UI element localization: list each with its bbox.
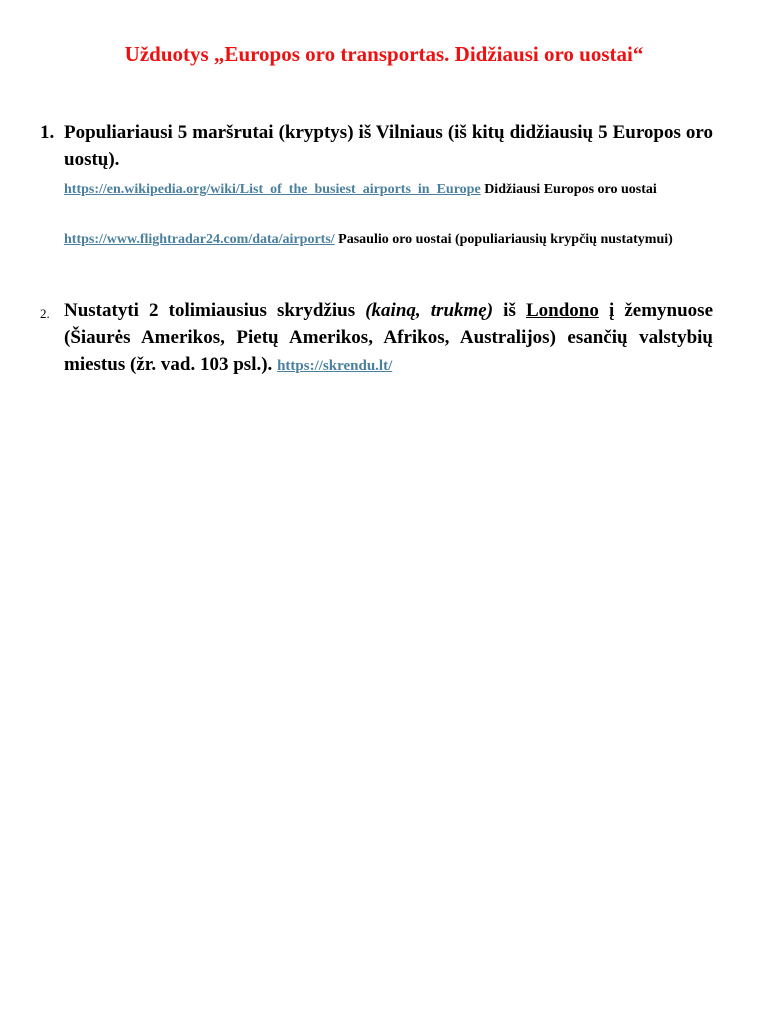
- flightradar-link[interactable]: https://www.flightradar24.com/data/airports/: [64, 232, 335, 247]
- task-2-underlined: Londono: [525, 300, 599, 321]
- task-2-part-3: į žemynuose (Šiaurės Amerikos, Pietų Amerikos, Afrikos, Australijos) esančių valstybių miestus (žr. vad. 103 psl.).: [64, 300, 714, 375]
- task-1-text: Populiariausi 5 maršrutai (kryptys) iš Vilniaus (iš kitų didžiausių 5 Europos oro uostų).: [64, 122, 713, 170]
- wikipedia-link[interactable]: https://en.wikipedia.org/wiki/List_of_the_busiest_airports_in_Europe: [64, 182, 481, 197]
- task-1-number: 1.: [40, 122, 55, 143]
- reference-2-description: Pasaulio oro uostai (populiariausių krypčių nustatymui): [338, 232, 673, 247]
- task-2-part-2: iš: [493, 300, 526, 321]
- task-2-text: [64, 297, 713, 380]
- task-1-reference-1: [64, 180, 713, 200]
- task-2-number: 2.: [40, 306, 50, 321]
- task-1-reference-2: [64, 230, 713, 250]
- skrendu-link[interactable]: https://skrendu.lt/: [277, 358, 393, 374]
- reference-1-description: Didžiausi Europos oro uostai: [484, 182, 657, 197]
- task-2-italic: (kainą, trukmę): [365, 300, 494, 321]
- document-title: Užduotys „Europos oro transportas. Didžiausi oro uostai“: [124, 42, 644, 66]
- task-2-part-1: Nustatyti 2 tolimiausius skrydžius: [64, 300, 366, 321]
